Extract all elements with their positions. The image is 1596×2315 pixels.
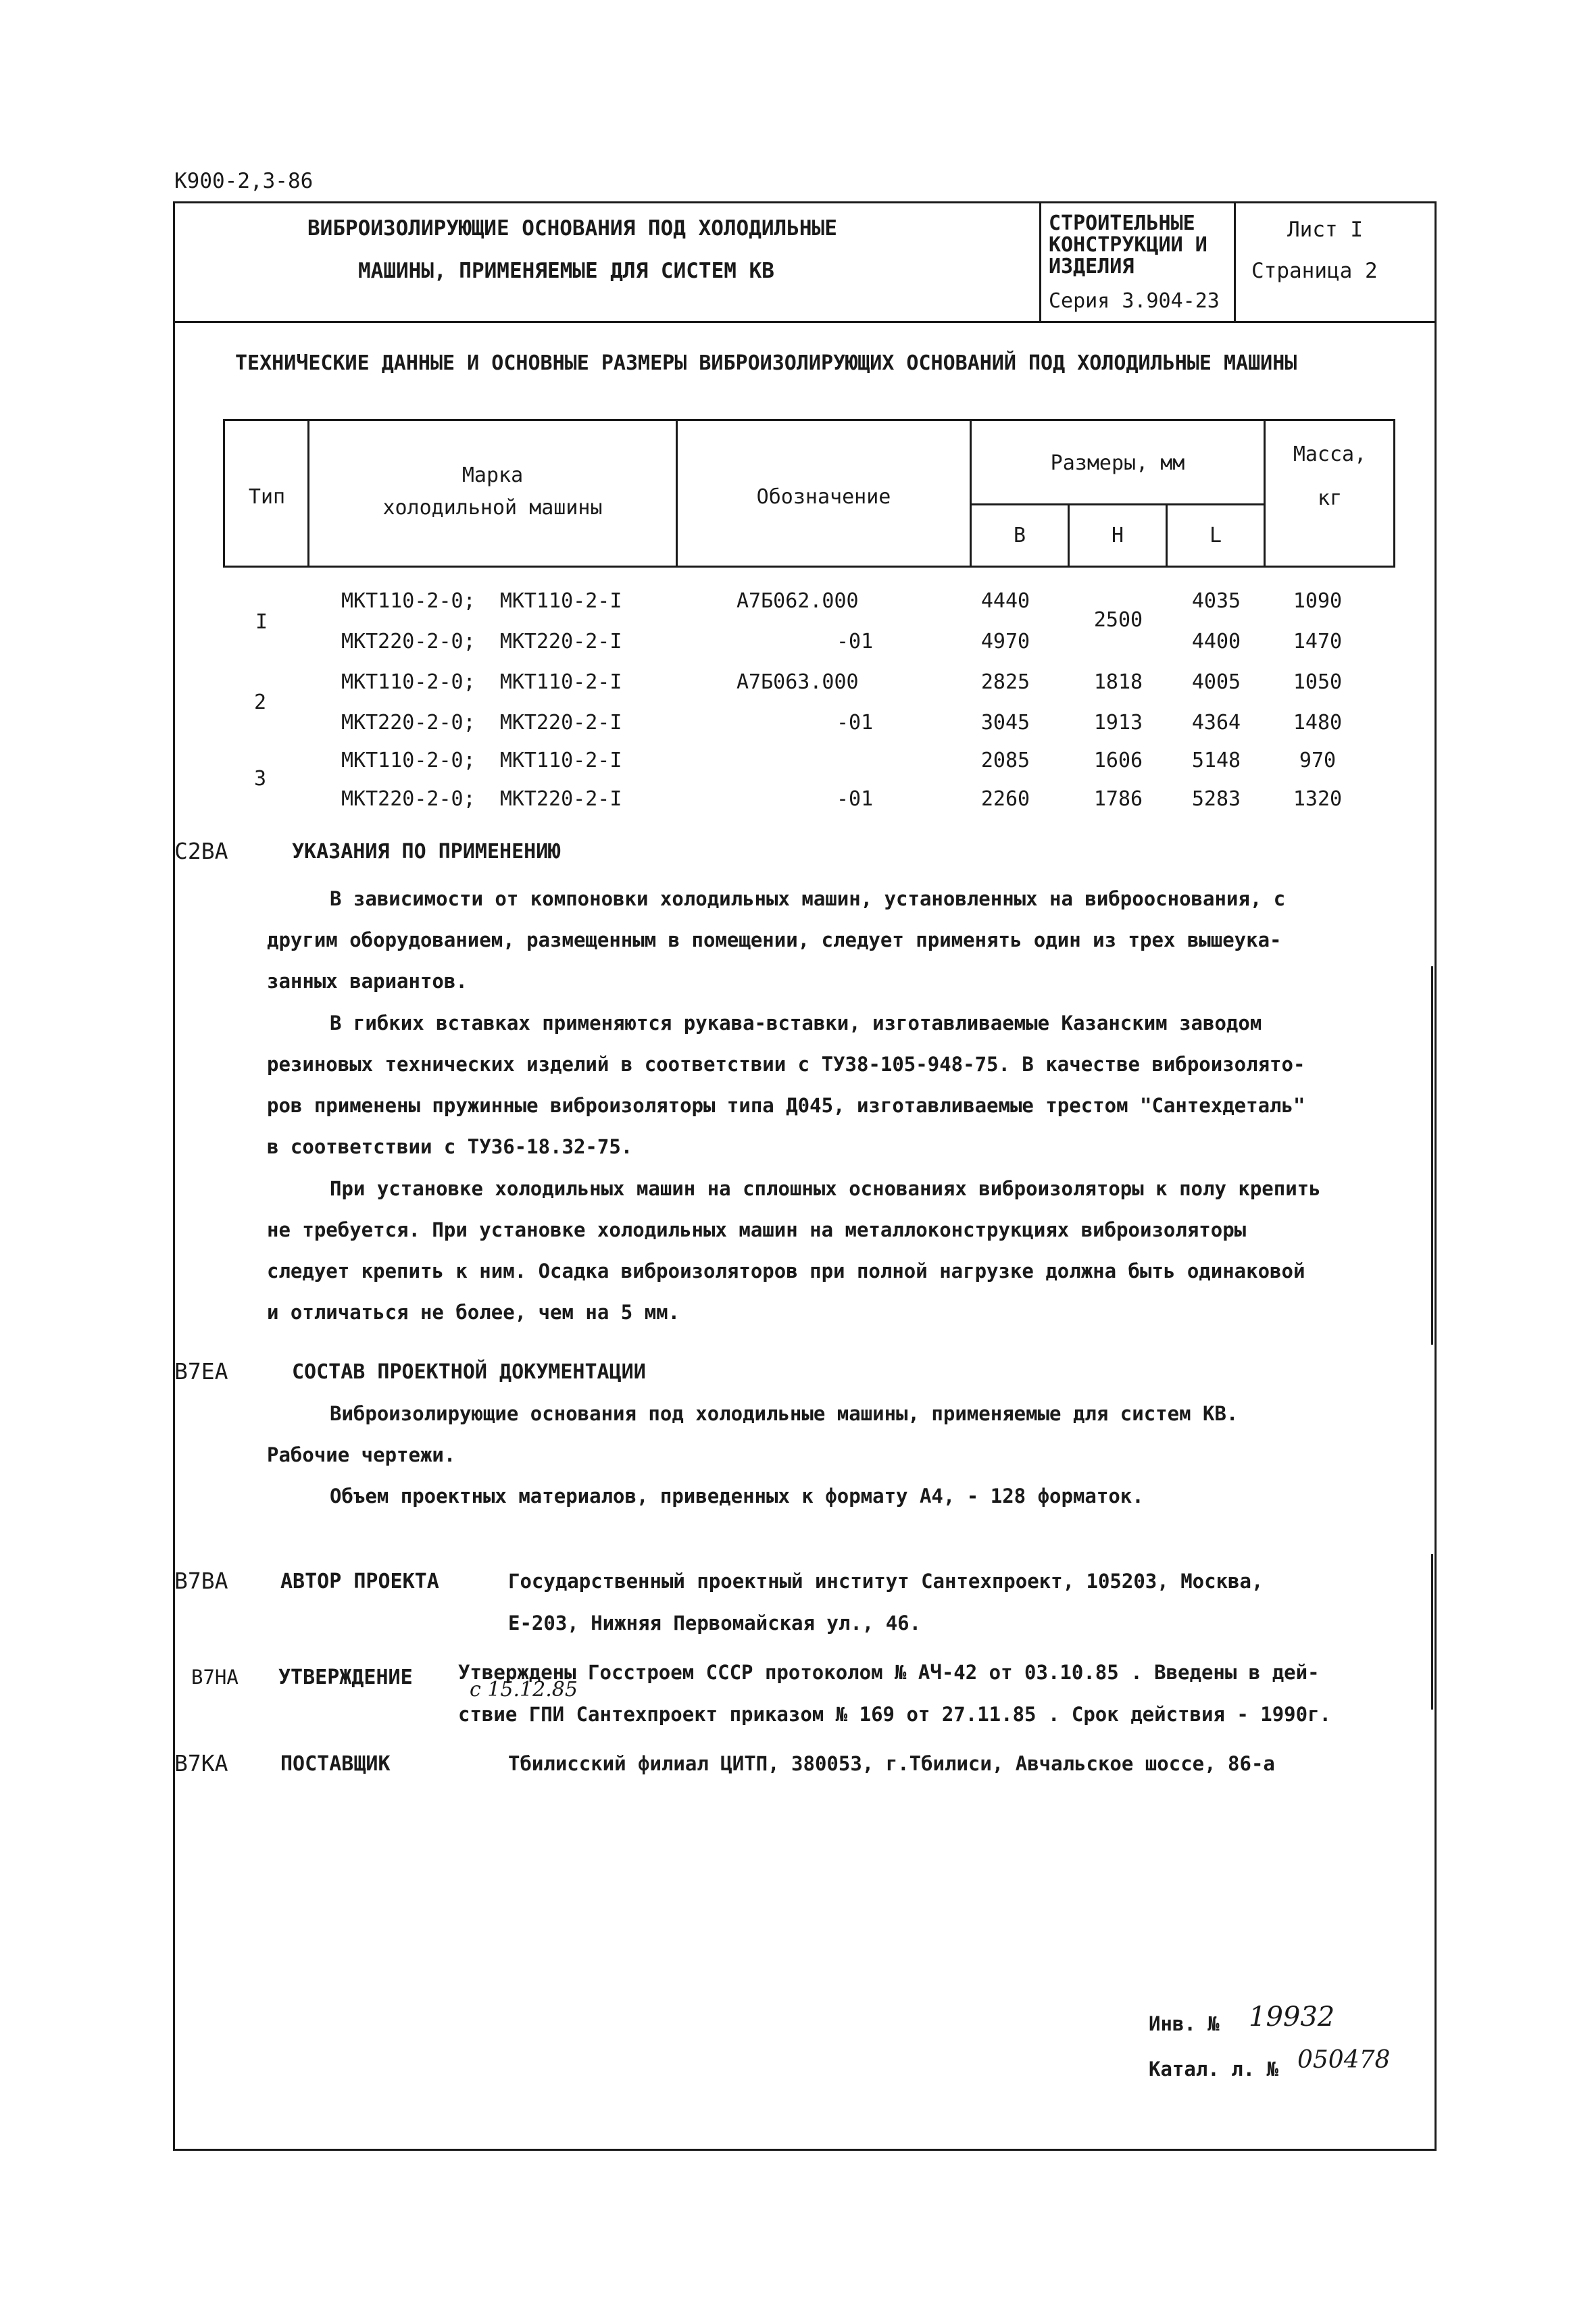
usage-p3-line2: не требуется. При установке холодильных машин на металлоконструкциях виброизоляторы [267,1218,1247,1241]
brand-a: МКТ220-2-0; [341,787,476,811]
h-cell: 1913 [1093,711,1143,735]
header-title-line1: ВИБРОИЗОЛИРУЮЩИЕ ОСНОВАНИЯ ПОД ХОЛОДИЛЬНЫЕ [307,216,837,241]
composition-line3: Объем проектных материалов, приведенных к формату А4, - 128 форматок. [330,1485,1144,1508]
table-row [341,589,622,613]
composition-line2: Рабочие чертежи. [267,1443,456,1466]
designation-cell: -01 [837,787,874,811]
header-category-line2: КОНСТРУКЦИИ И [1049,233,1207,257]
author-section-title: АВТОР ПРОЕКТА [280,1570,439,1593]
usage-p2-line3: ров применены пружинные виброизоляторы типа Д045, изготавливаемые трестом "Сантехдеталь" [267,1094,1305,1117]
margin-bar-2 [1431,1554,1433,1710]
l-cell: 4035 [1191,589,1241,613]
document-code: К900-2,3-86 [174,169,314,193]
th-dims: Размеры, мм [1050,451,1185,475]
header-sheet: Лист I [1287,218,1363,242]
usage-p2-line4: в соответствии с ТУ36-18.32-75. [267,1135,633,1158]
table-row [341,711,622,735]
l-cell: 5283 [1191,787,1241,811]
l-cell: 4400 [1191,630,1241,653]
designation-cell: -01 [837,711,874,735]
composition-line1: Виброизолирующие основания под холодильные машины, применяемые для систем КВ. [330,1402,1239,1425]
brand-a: МКТ220-2-0; [341,630,476,653]
inventory-label: Инв. № [1149,2012,1220,2035]
inventory-number: 19932 [1249,2001,1335,2033]
mass-cell: 1050 [1293,670,1343,694]
th-brand-line1: Марка [462,464,524,487]
approval-line1: Утверждены Госстроем СССР протоколом № АЧ-42 от 03.10.85 . Введены в дей- [458,1661,1320,1684]
table-type-2: 2 [254,691,267,714]
approval-handwritten-note: с 15.12.85 [470,1678,578,1701]
usage-p2-line1: В гибких вставках применяются рукава-вставки, изготавливаемые Казанским заводом [330,1012,1262,1035]
brand-a: МКТ110-2-0; [341,670,476,694]
brand-b: МКТ110-2-I [499,670,622,694]
th-b: В [1013,524,1026,547]
usage-p3-line3: следует крепить к ним. Осадка виброизоляторов при полной нагрузке должна быть одинаковой [267,1260,1305,1283]
b-cell: 2085 [980,749,1030,772]
th-mass-line1: Масса, [1293,443,1367,466]
brand-b: МКТ220-2-I [499,711,622,735]
h-merged-cell: 2500 [1093,608,1143,632]
composition-section-code: В7ЕА [174,1358,228,1385]
usage-p3-line4: и отличаться не более, чем на 5 мм. [267,1301,680,1324]
table-row [341,749,622,772]
approval-line2: ствие ГПИ Сантехпроект приказом № 169 от 27.11.85 . Срок действия - 1990г. [458,1703,1332,1726]
brand-a: МКТ110-2-0; [341,589,476,613]
mass-cell: 1320 [1293,787,1343,811]
l-cell: 4364 [1191,711,1241,735]
brand-a: МКТ220-2-0; [341,711,476,735]
author-line2: Е-203, Нижняя Первомайская ул., 46. [508,1612,922,1635]
brand-b: МКТ110-2-I [499,749,622,772]
mass-cell: 970 [1299,749,1337,772]
l-cell: 5148 [1191,749,1241,772]
b-cell: 4440 [980,589,1030,613]
dims-subheader-rule [970,503,1266,505]
header-series: Серия 3.904-23 [1049,289,1220,313]
brand-a: МКТ110-2-0; [341,749,476,772]
b-cell: 3045 [980,711,1030,735]
brand-b: МКТ220-2-I [499,630,622,653]
header-divider-1 [1039,201,1041,323]
supplier-line1: Тбилисский филиал ЦИТП, 380053, г.Тбилиси, Авчальское шоссе, 86-а [508,1752,1275,1775]
table-title: ТЕХНИЧЕСКИЕ ДАННЫЕ И ОСНОВНЫЕ РАЗМЕРЫ ВИБРОИЗОЛИРУЮЩИХ ОСНОВАНИЙ ПОД ХОЛОДИЛЬНЫЕ МАШИНЫ [235,351,1297,375]
table-row [341,670,622,694]
designation-cell: А7Б062.000 [737,589,859,613]
author-section-code: В7ВА [174,1568,228,1594]
usage-p1-line2: другим оборудованием, размещенным в помещении, следует применять один из трех вышеука- [267,928,1282,951]
th-type: Тип [248,485,286,509]
b-cell: 4970 [980,630,1030,653]
margin-bar-1 [1431,966,1433,1345]
designation-cell: -01 [837,630,874,653]
th-h: Н [1111,524,1124,547]
mass-cell: 1470 [1293,630,1343,653]
table-row [341,787,622,811]
usage-p1-line3: занных вариантов. [267,970,468,993]
l-cell: 4005 [1191,670,1241,694]
th-designation: Обозначение [756,485,891,509]
header-divider-2 [1234,201,1236,323]
author-line1: Государственный проектный институт Сантехпроект, 105203, Москва, [508,1570,1264,1593]
header-title-line2: МАШИНЫ, ПРИМЕНЯЕМЫЕ ДЛЯ СИСТЕМ КВ [358,259,774,283]
col-rule-type [307,419,309,568]
h-cell: 1818 [1093,670,1143,694]
b-cell: 2825 [980,670,1030,694]
catalog-number: 050478 [1297,2046,1391,2074]
usage-p2-line2: резиновых технических изделий в соответствии с ТУ38-105-948-75. В качестве виброизолято- [267,1053,1305,1076]
usage-p3-line1: При установке холодильных машин на сплошных основаниях виброизоляторы к полу крепить [330,1177,1321,1200]
table-type-3: 3 [254,767,267,791]
header-bottom-rule [173,321,1437,323]
usage-section-code: С2ВА [174,838,228,864]
th-mass-line2: кг [1317,487,1343,510]
h-cell: 1606 [1093,749,1143,772]
brand-b: МКТ110-2-I [499,589,622,613]
composition-section-title: СОСТАВ ПРОЕКТНОЙ ДОКУМЕНТАЦИИ [292,1360,646,1384]
brand-b: МКТ220-2-I [499,787,622,811]
designation-cell: А7Б063.000 [737,670,859,694]
header-page: Страница 2 [1251,259,1378,283]
approval-section-title: УТВЕРЖДЕНИЕ [278,1666,413,1689]
mass-cell: 1090 [1293,589,1343,613]
usage-p1-line1: В зависимости от компоновки холодильных машин, установленных на виброоснования, с [330,887,1286,910]
table-type-1: I [255,610,268,634]
usage-section-title: УКАЗАНИЯ ПО ПРИМЕНЕНИЮ [292,840,561,864]
header-category-line1: СТРОИТЕЛЬНЫЕ [1049,211,1195,235]
supplier-section-title: ПОСТАВЩИК [280,1752,391,1776]
supplier-section-code: В7КА [174,1750,228,1776]
mass-cell: 1480 [1293,711,1343,735]
header-category-line3: ИЗДЕЛИЯ [1049,255,1134,278]
th-l: L [1209,524,1222,547]
h-cell: 1786 [1093,787,1143,811]
b-cell: 2260 [980,787,1030,811]
table-row [341,630,622,653]
approval-section-code: В7НА [191,1666,239,1689]
catalog-label: Катал. л. № [1149,2058,1279,2081]
th-brand-line2: холодильной машины [382,496,603,520]
